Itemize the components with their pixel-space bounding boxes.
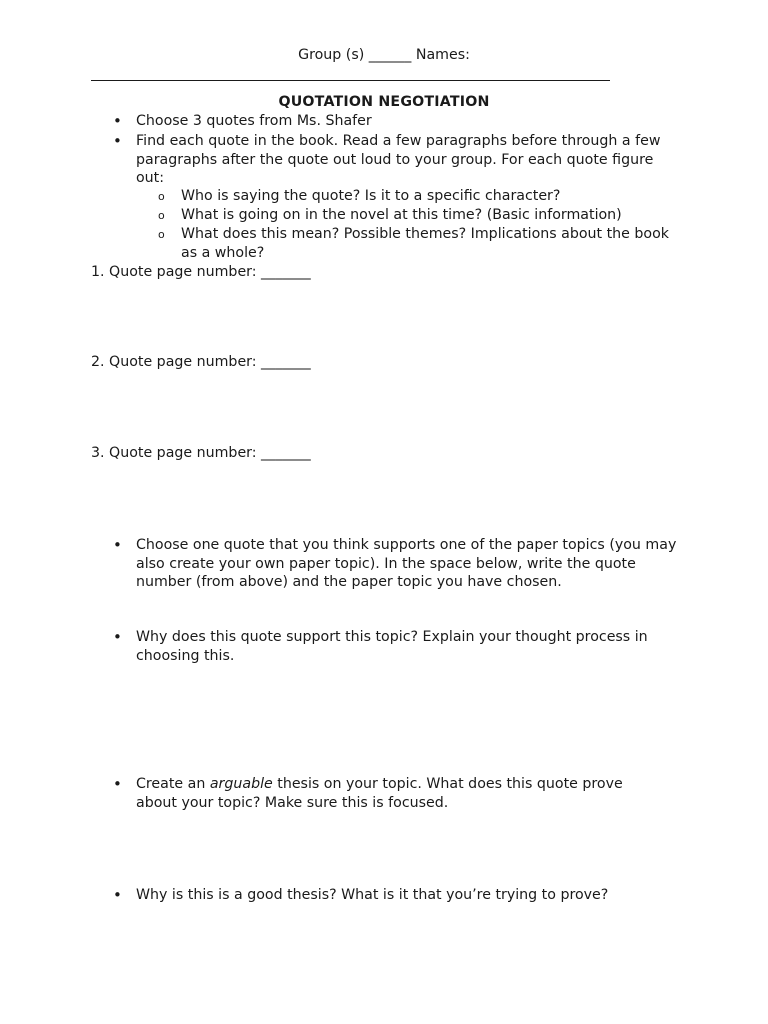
page-title: QUOTATION NEGOTIATION <box>278 94 490 110</box>
header-divider <box>91 80 610 81</box>
bullet-icon: • <box>113 132 122 150</box>
instruction-find-quote: Find each quote in the book. Read a few paragraphs before through a few paragraphs after the quote out loud to your group. For each quote figure out: <box>136 133 661 186</box>
sub-bullet-icon: o <box>158 209 165 222</box>
sub-instruction-speaker: Who is saying the quote? Is it to a specific character? <box>181 188 561 204</box>
instruction-choose-quotes: Choose 3 quotes from Ms. Shafer <box>136 113 372 129</box>
group-names-line: Group (s) ______ Names: <box>298 47 470 63</box>
thesis-prefix: Create an <box>136 776 210 792</box>
task-choose-quote: Choose one quote that you think supports one of the paper topics (you may also create your own paper topic). In the space below, write the quote number (from above) and the paper topic you have chosen. <box>136 537 677 590</box>
bullet-icon: • <box>113 628 122 646</box>
sub-bullet-icon: o <box>158 190 165 203</box>
bullet-icon: • <box>113 112 122 130</box>
task-good-thesis: Why is this is a good thesis? What is it that you’re trying to prove? <box>136 887 609 903</box>
quote-1-line: 1. Quote page number: _______ <box>91 264 311 280</box>
task-create-thesis <box>136 775 666 812</box>
task-why-support: Why does this quote support this topic? Explain your thought process in choosing this. <box>136 629 648 664</box>
thesis-emphasis: arguable <box>209 776 273 792</box>
sub-instruction-meaning: What does this mean? Possible themes? Implications about the book as a whole? <box>181 226 669 261</box>
bullet-icon: • <box>113 775 122 793</box>
bullet-icon: • <box>113 886 122 904</box>
sub-bullet-icon: o <box>158 228 165 241</box>
thesis-suffix: thesis on your topic. What does this quote prove about your topic? Make sure this is focused. <box>136 776 623 811</box>
quote-3-line: 3. Quote page number: _______ <box>91 445 311 461</box>
quote-2-line: 2. Quote page number: _______ <box>91 354 311 370</box>
bullet-icon: • <box>113 536 122 554</box>
sub-instruction-context: What is going on in the novel at this time? (Basic information) <box>181 207 622 223</box>
